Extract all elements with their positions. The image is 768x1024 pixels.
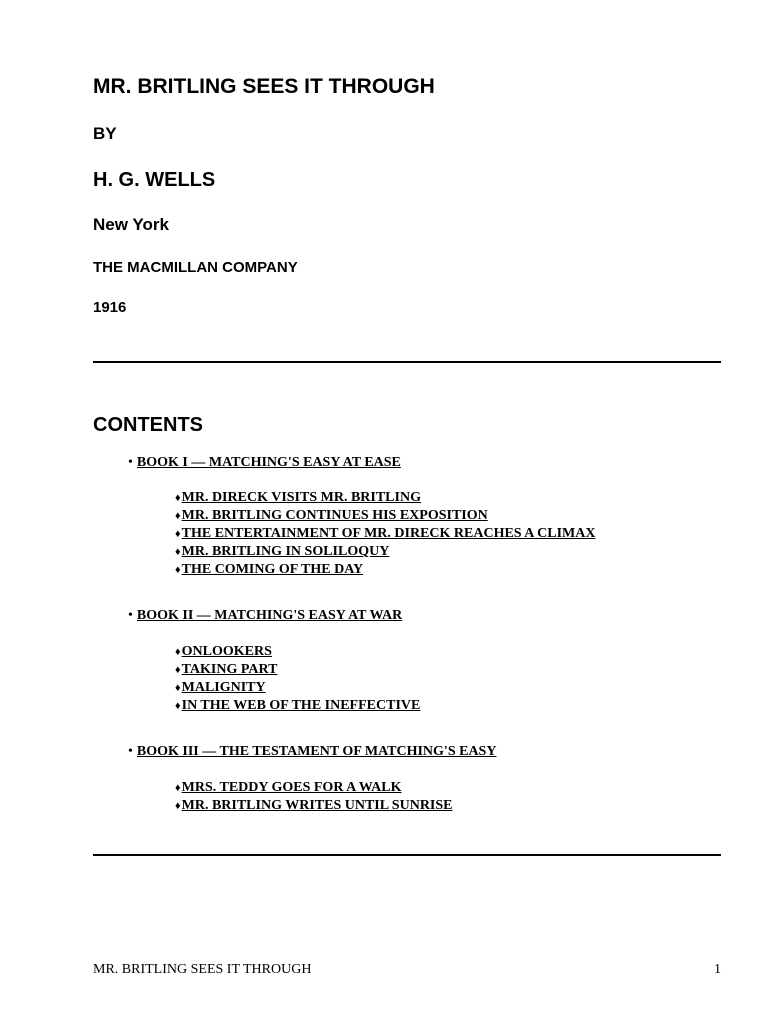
publisher-name: THE MACMILLAN COMPANY — [93, 259, 298, 276]
author-name: H. G. WELLS — [93, 169, 216, 191]
divider-bottom — [93, 854, 721, 856]
toc-chapter-list — [175, 489, 595, 579]
diamond-icon: ♦ — [175, 800, 181, 812]
diamond-icon: ♦ — [175, 700, 181, 712]
toc-chapter-link[interactable]: MR. BRITLING WRITES UNTIL SUNRISE — [181, 798, 453, 813]
toc-chapter-item — [175, 797, 453, 815]
toc-chapter-link[interactable]: MR. BRITLING IN SOLILOQUY — [181, 544, 390, 559]
footer-page-number: 1 — [714, 962, 721, 977]
bullet-icon: • — [128, 608, 133, 623]
toc-chapter-link[interactable]: ONLOOKERS — [181, 644, 272, 659]
toc-chapter-link[interactable]: TAKING PART — [181, 662, 278, 677]
toc-book-3 — [128, 744, 496, 760]
book-title: MR. BRITLING SEES IT THROUGH — [93, 75, 435, 98]
toc-chapter-item — [175, 525, 595, 543]
toc-chapter-link[interactable]: THE COMING OF THE DAY — [181, 562, 364, 577]
contents-heading: CONTENTS — [93, 414, 203, 436]
toc-chapter-link[interactable]: IN THE WEB OF THE INEFFECTIVE — [181, 698, 421, 713]
toc-chapter-item — [175, 489, 595, 507]
toc-chapter-item — [175, 643, 420, 661]
toc-chapter-list — [175, 779, 453, 815]
diamond-icon: ♦ — [175, 546, 181, 558]
diamond-icon: ♦ — [175, 782, 181, 794]
diamond-icon: ♦ — [175, 492, 181, 504]
diamond-icon: ♦ — [175, 682, 181, 694]
toc-chapter-item — [175, 697, 420, 715]
toc-book-2 — [128, 608, 402, 624]
toc-chapter-link[interactable]: MRS. TEDDY GOES FOR A WALK — [181, 780, 402, 795]
publication-year: 1916 — [93, 299, 127, 316]
bullet-icon: • — [128, 455, 133, 470]
toc-chapter-item — [175, 507, 595, 525]
diamond-icon: ♦ — [175, 564, 181, 576]
toc-chapter-link[interactable]: MR. BRITLING CONTINUES HIS EXPOSITION — [181, 508, 488, 523]
toc-book-link[interactable]: BOOK II — MATCHING'S EASY AT WAR — [136, 608, 403, 623]
toc-chapter-item — [175, 779, 453, 797]
toc-chapter-item — [175, 543, 595, 561]
footer-running-title: MR. BRITLING SEES IT THROUGH — [93, 962, 312, 977]
publication-city: New York — [93, 215, 169, 234]
toc-book-link[interactable]: BOOK III — THE TESTAMENT OF MATCHING'S EASY — [136, 744, 497, 759]
toc-chapter-item — [175, 679, 420, 697]
by-line: BY — [93, 124, 117, 143]
diamond-icon: ♦ — [175, 510, 181, 522]
toc-chapter-link[interactable]: THE ENTERTAINMENT OF MR. DIRECK REACHES A CLIMAX — [181, 526, 596, 541]
toc-chapter-item — [175, 561, 595, 579]
divider-top — [93, 361, 721, 363]
diamond-icon: ♦ — [175, 664, 181, 676]
diamond-icon: ♦ — [175, 528, 181, 540]
diamond-icon: ♦ — [175, 646, 181, 658]
toc-chapter-link[interactable]: MR. DIRECK VISITS MR. BRITLING — [181, 490, 421, 505]
toc-chapter-link[interactable]: MALIGNITY — [181, 680, 266, 695]
bullet-icon: • — [128, 744, 133, 759]
toc-chapter-item — [175, 661, 420, 679]
toc-chapter-list — [175, 643, 420, 715]
toc-book-link[interactable]: BOOK I — MATCHING'S EASY AT EASE — [136, 455, 401, 470]
toc-book-1 — [128, 455, 401, 471]
